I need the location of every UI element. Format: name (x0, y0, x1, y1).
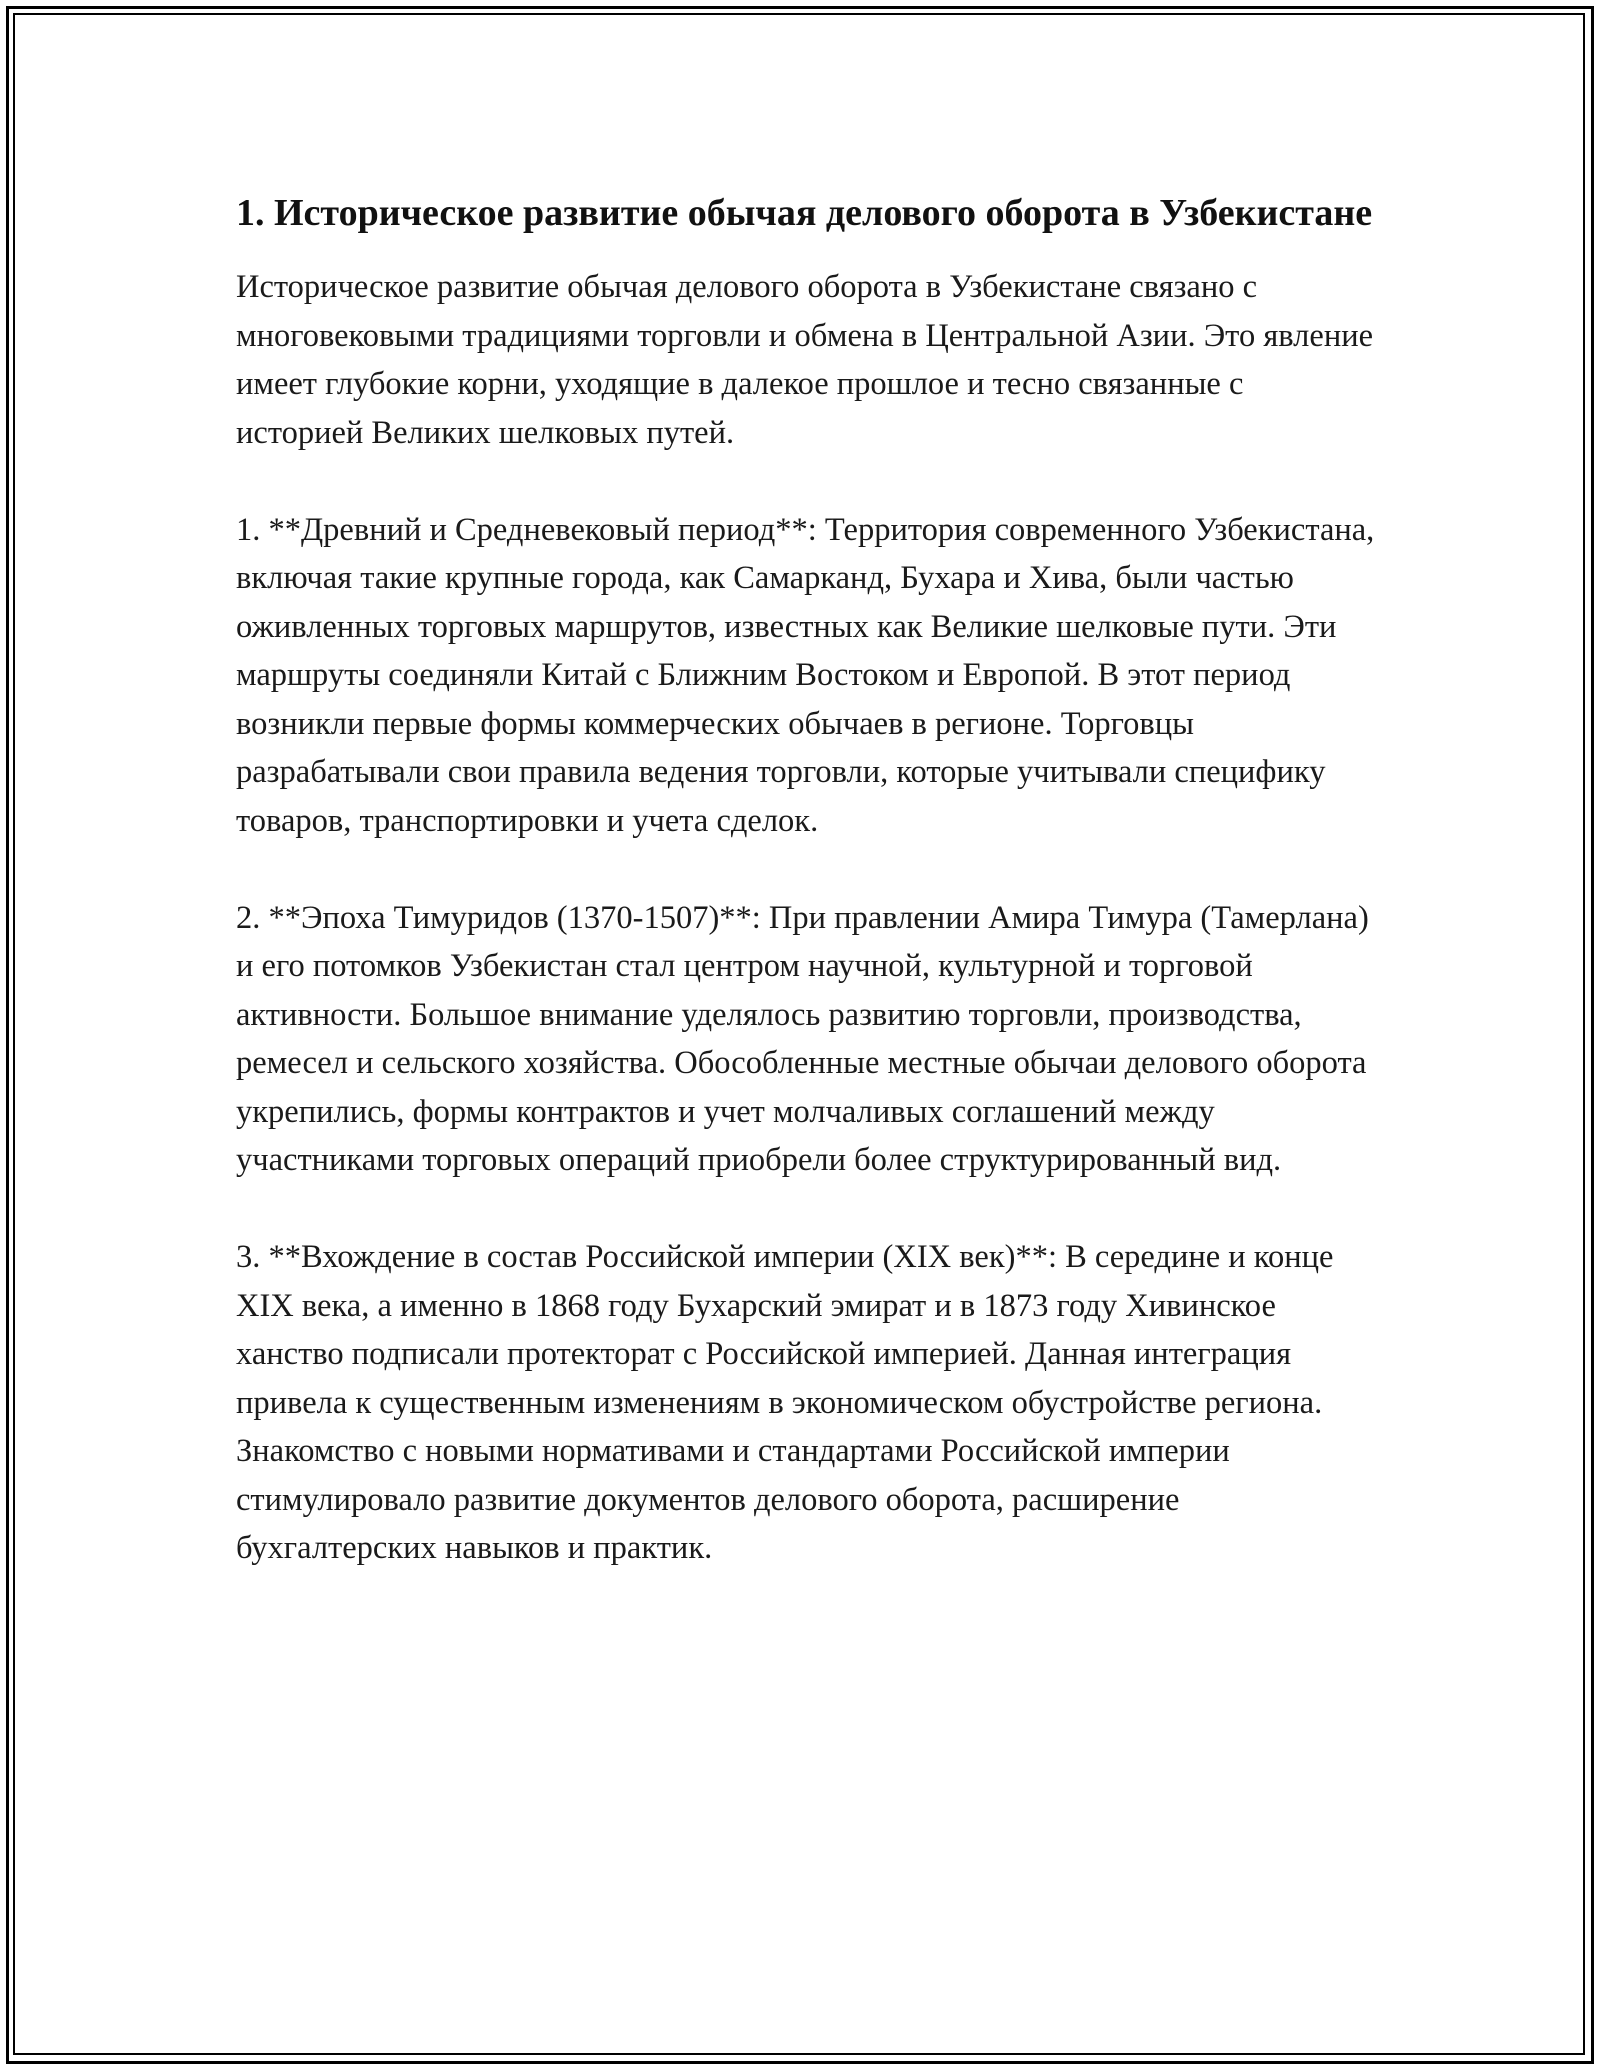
section-paragraph-3: 3. **Вхождение в состав Российской империи (XIX век)**: В середине и конце XIX века, а именно в 1868 году Бухарский эмират и в 1873 году Хивинское ханство подписали протекторат с Российской империей. Данная интеграция привела к существенным изменениям в экономическом обустройстве региона. Знакомство с новыми нормативами и стандартами Российской империи стимулировало развитие документов делового оборота, расширение бухгалтерских навыков и практик. (236, 1239, 1334, 1566)
section-paragraph-2: 2. **Эпоха Тимуридов (1370-1507)**: При правлении Амира Тимура (Тамерлана) и его потомков Узбекистан стал центром научной, культурной и торговой активности. Большое внимание уделялось развитию торговли, производства, ремесел и сельского хозяйства. Обособленные местные обычаи делового оборота укрепились, формы контрактов и учет молчаливых соглашений между участниками торговых операций приобрели более структурированный вид. (236, 899, 1369, 1178)
intro-paragraph: Историческое развитие обычая делового оборота в Узбекистане связано с многовековыми традициями торговли и обмена в Центральной Азии. Это явление имеет глубокие корни, уходящие в далекое прошлое и тесно связанные с историей Великих шелковых путей. (236, 269, 1374, 451)
section-paragraph-1: 1. **Древний и Средневековый период**: Территория современного Узбекистана, включая такие крупные города, как Самарканд, Бухара и Хива, были частью оживленных торговых маршрутов, известных как Великие шелковые пути. Эти маршруты соединяли Китай с Ближним Востоком и Европой. В этот период возникли первые формы коммерческих обычаев в регионе. Торговцы разрабатывали свои правила ведения торговли, которые учитывали специфику товаров, транспортировки и учета сделок. (236, 511, 1375, 839)
document-body (236, 186, 1376, 1621)
document-title: 1. Историческое развитие обычая делового оборота в Узбекистане (236, 192, 1373, 234)
